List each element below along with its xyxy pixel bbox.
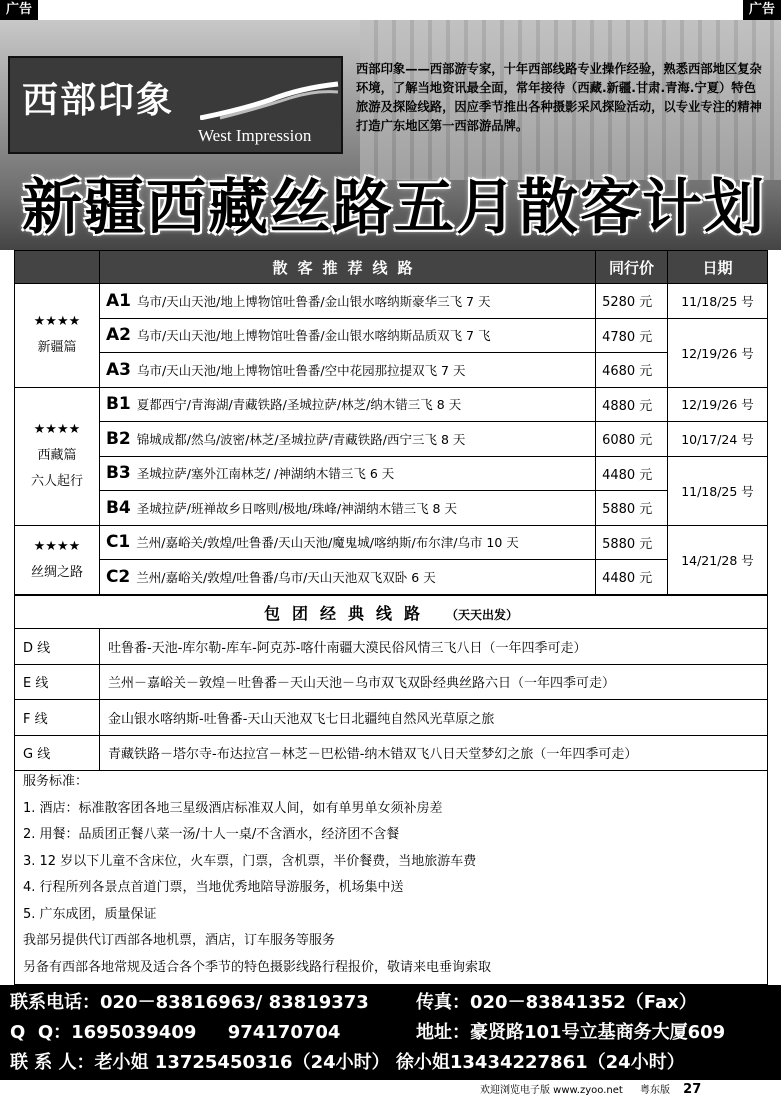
ad-tag-right: 广告 xyxy=(743,0,781,20)
mountain-logo-icon xyxy=(200,80,340,120)
route-b4: B4 圣城拉萨/班禅故乡日喀则/极地/珠峰/神湖纳木错三飞 8 天 xyxy=(99,491,595,526)
date-a1: 11/18/25 号 xyxy=(668,284,768,319)
header-price: 同行价 xyxy=(596,251,668,284)
intro-text: 西部印象——西部游专家，十年西部线路专业操作经验，熟悉西部地区复杂环境，了解当地资讯最全面，常年接待（西藏.新疆.甘肃.青海.宁夏）特色旅游及探险线路，因应季节推出各种摄影采风探险活动，以专业专注的精神打造广东地区第一西部游品牌。 xyxy=(356,62,762,133)
footer-text: 欢迎浏览电子版 www.zyoo.net xyxy=(480,1085,623,1096)
category-tibet: ★★★★ 西藏篇 六人起行 xyxy=(15,387,100,525)
date-b2: 10/17/24 号 xyxy=(668,422,768,457)
service-item: 4. 行程所列各景点首道门票，当地优秀地陪导游服务，机场集中送 xyxy=(23,880,404,895)
contact-person: 联 系 人：老小姐 13725450316（24小时） 徐小姐13434227861（24小时） xyxy=(10,1052,685,1073)
price-c2: 4480 元 xyxy=(596,560,668,595)
footer-edition: 粤东版 xyxy=(639,1085,670,1096)
service-item: 1. 酒店：标准散客团各地三星级酒店标准双人间，如有单男单女须补房差 xyxy=(23,800,443,816)
route-b3: B3 圣城拉萨/塞外江南林芝/ /神湖纳木错三飞 6 天 xyxy=(99,456,595,491)
page-footer xyxy=(480,1081,701,1097)
contact-phone: 联系电话：020－83816963/ 83819373 xyxy=(10,992,369,1013)
route-g-label: G 线 xyxy=(15,735,100,771)
route-e-desc: 兰州－嘉峪关－敦煌－吐鲁番－天山天池－乌市双飞双卧经典丝路六日（一年四季可走） xyxy=(100,664,768,700)
price-b1: 4880 元 xyxy=(596,387,668,422)
date-a2-a3: 12/19/26 号 xyxy=(668,318,768,387)
date-c1-c2: 14/21/28 号 xyxy=(668,525,768,594)
service-item: 3. 12 岁以下儿童不含床位，火车票，门票，含机票，半价餐费，当地旅游车费 xyxy=(23,853,477,869)
header-blank xyxy=(15,251,100,284)
contact-address: 地址：豪贤路101号立基商务大厦609 xyxy=(416,1022,726,1043)
route-f-label: F 线 xyxy=(15,700,100,736)
price-b4: 5880 元 xyxy=(596,491,668,526)
category-silkroad: ★★★★ 丝绸之路 xyxy=(15,525,100,594)
contact-bar xyxy=(0,985,781,1080)
charter-route-table xyxy=(14,595,768,771)
route-f-desc: 金山银水喀纳斯-吐鲁番-天山天池双飞七日北疆纯自然风光草原之旅 xyxy=(100,700,768,736)
service-standards xyxy=(14,767,768,985)
ad-tag-left: 广告 xyxy=(0,0,38,20)
route-d-label: D 线 xyxy=(15,629,100,665)
route-a1: A1 乌市/天山天池/地上博物馆吐鲁番/金山银水喀纳斯豪华三飞 7 天 xyxy=(99,284,595,319)
brand-name-en: West Impression xyxy=(198,126,312,145)
route-b2: B2 锦城成都/然乌/波密/林芝/圣城拉萨/青藏铁路/西宁三飞 8 天 xyxy=(99,422,595,457)
page-title: 新疆西藏丝路五月散客计划 xyxy=(22,173,766,243)
route-c2: C2 兰州/嘉峪关/敦煌/吐鲁番/乌市/天山天池双飞双卧 6 天 xyxy=(99,560,595,595)
route-e-label: E 线 xyxy=(15,664,100,700)
service-item: 另备有西部各地常规及适合各个季节的特色摄影线路行程报价，敬请来电垂询索取 xyxy=(23,959,492,975)
service-title: 服务标准： xyxy=(23,774,89,789)
header-banner xyxy=(0,20,781,250)
charter-header: 包团经典线路 （天天出发） xyxy=(15,596,768,629)
price-a3: 4680 元 xyxy=(596,353,668,388)
header-route: 散客推荐线路 xyxy=(99,251,595,284)
date-b3-b4: 11/18/25 号 xyxy=(668,456,768,525)
price-a1: 5280 元 xyxy=(596,284,668,319)
brand-logo xyxy=(8,56,343,154)
route-g-desc: 青藏铁路－塔尔寺-布达拉宫－林芝－巴松错-纳木错双飞八日天堂梦幻之旅（一年四季可走） xyxy=(100,735,768,771)
category-xinjiang: ★★★★ 新疆篇 xyxy=(15,284,100,388)
price-b3: 4480 元 xyxy=(596,456,668,491)
price-a2: 4780 元 xyxy=(596,318,668,353)
price-c1: 5880 元 xyxy=(596,525,668,560)
route-c1: C1 兰州/嘉峪关/敦煌/吐鲁番/天山天池/魔鬼城/喀纳斯/布尔津/乌市 10 天 xyxy=(99,525,595,560)
service-item: 2. 用餐：品质团正餐八菜一汤/十人一桌/不含酒水，经济团不含餐 xyxy=(23,827,400,842)
route-a2: A2 乌市/天山天池/地上博物馆吐鲁番/金山银水喀纳斯品质双飞 7 飞 xyxy=(99,318,595,353)
date-b1: 12/19/26 号 xyxy=(668,387,768,422)
brand-name-zh: 西部印象 xyxy=(22,79,175,121)
header-date: 日期 xyxy=(668,251,768,284)
route-a3: A3 乌市/天山天池/地上博物馆吐鲁番/空中花园那拉提双飞 7 天 xyxy=(99,353,595,388)
service-item: 我部另提供代订西部各地机票，酒店，订车服务等服务 xyxy=(23,933,336,948)
contact-qq: Q Q：1695039409 974170704 xyxy=(10,1022,341,1043)
route-b1: B1 夏都西宁/青海湖/青藏铁路/圣城拉萨/林芝/纳木错三飞 8 天 xyxy=(99,387,595,422)
contact-fax: 传真：020－83841352（Fax） xyxy=(416,992,697,1013)
price-b2: 6080 元 xyxy=(596,422,668,457)
group-tour-table xyxy=(14,250,768,595)
page-number: 27 xyxy=(683,1082,702,1097)
route-d-desc: 吐鲁番-天池-库尔勒-库车-阿克苏-喀什南疆大漠民俗风情三飞八日（一年四季可走） xyxy=(100,629,768,665)
service-item: 5. 广东成团，质量保证 xyxy=(23,906,157,922)
